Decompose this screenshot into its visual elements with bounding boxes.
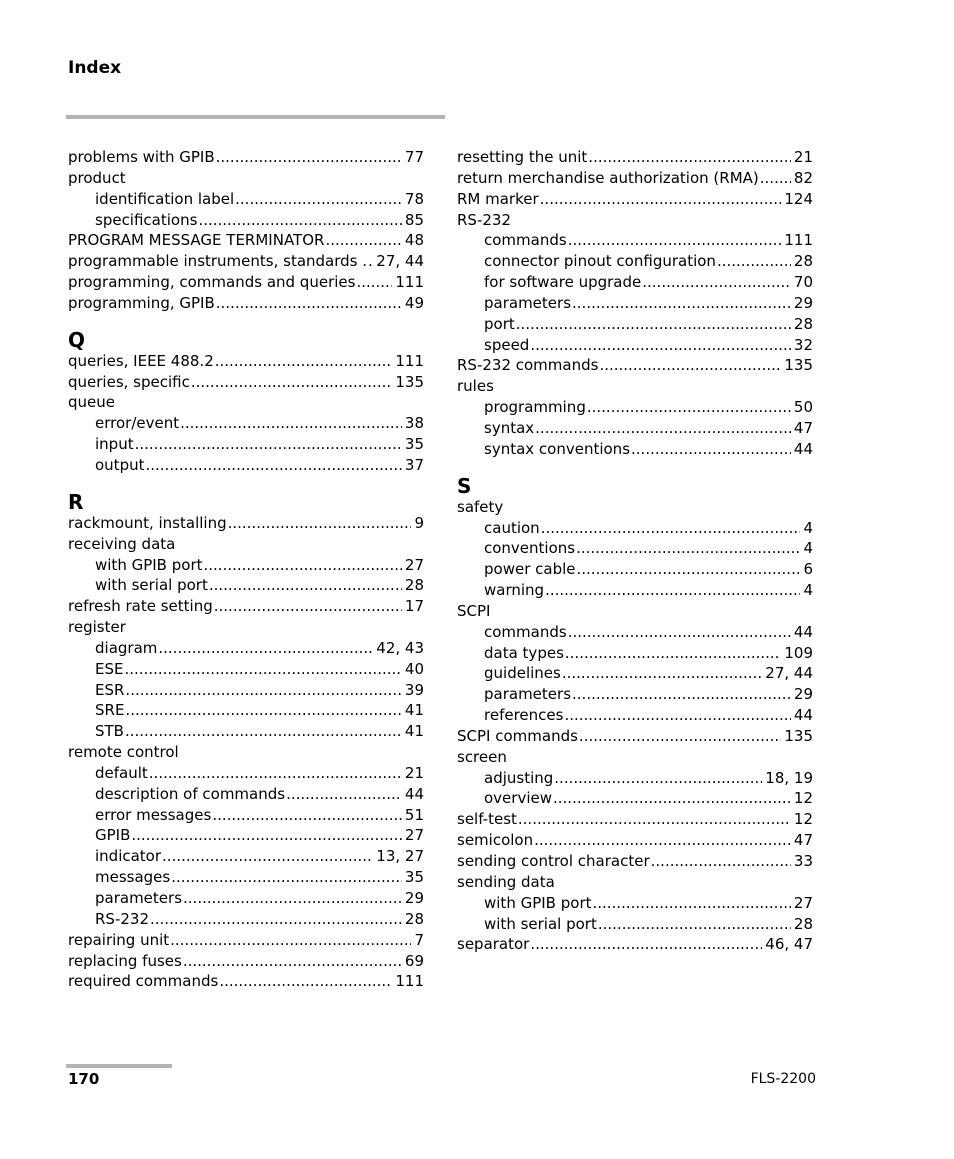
footer-rule [66,1064,172,1068]
dot-leader [368,251,373,272]
index-entry [457,210,813,231]
header-rule [66,115,445,119]
dot-leader [518,809,791,830]
dot-leader [219,971,392,992]
index-page-refs: 28 [793,314,813,333]
index-term: problems with GPIB [68,148,215,166]
index-page-refs: 32 [793,335,813,354]
index-page-refs: 29 [793,685,813,704]
index-entry [457,355,813,376]
index-entry [457,872,813,893]
index-subentry [68,909,424,930]
index-term: product [68,168,126,187]
index-page-refs: 70 [793,273,813,292]
index-subentry [457,663,813,684]
index-column-right [457,147,813,955]
index-page-refs: 44 [793,439,813,458]
index-term: SCPI [457,601,491,620]
index-subentry [457,397,813,418]
index-page-refs: 29 [404,889,424,907]
index-term: receiving data [68,534,176,553]
index-page-refs: 49 [404,293,424,312]
index-letter-heading: Q [68,327,86,352]
index-term: queries, specific [68,372,190,391]
index-subentry [68,846,424,867]
index-term: rackmount, installing [68,513,227,532]
index-page-refs: 21 [793,148,813,166]
index-subentry [457,893,813,914]
dot-leader [540,189,782,210]
index-entry [68,372,424,393]
index-term: conventions [484,539,576,558]
index-term: data types [484,643,564,662]
index-subentry [68,867,424,888]
index-term: syntax conventions [484,439,631,458]
dot-leader [572,684,791,705]
index-term: diagram [95,638,158,657]
index-term: error messages [95,805,212,824]
index-page-refs: 135 [784,356,813,375]
dot-leader [191,372,393,393]
index-page-refs: 39 [404,680,424,699]
index-term: overview [484,789,552,808]
index-subentry [457,580,813,601]
dot-leader [158,638,373,659]
index-subentry [457,251,813,272]
index-term: guidelines [484,664,561,683]
document-code: FLS-2200 [750,1071,816,1087]
dot-leader [572,293,791,314]
dot-leader [642,272,791,293]
index-entry [68,351,424,372]
dot-leader [216,293,402,314]
dot-leader [183,888,402,909]
index-subentry [68,575,424,596]
index-term: references [484,706,564,725]
index-page-refs: 9 [414,513,424,532]
index-term: STB [95,722,124,741]
index-term: refresh rate setting [68,597,213,616]
dot-leader [651,851,791,872]
index-entry [457,376,813,397]
index-term: rules [457,377,494,396]
index-term: RS-232 commands [457,356,599,375]
index-entry [68,293,424,314]
dot-leader [125,700,401,721]
index-page-refs: 28 [793,914,813,933]
index-subentry [68,825,424,846]
index-subentry [457,335,813,356]
index-subentry [457,293,813,314]
index-page-refs: 42, 43 [376,638,424,657]
index-subentry [68,434,424,455]
index-page-refs: 51 [404,805,424,824]
index-entry [68,742,424,763]
index-entry [68,930,424,951]
index-page-refs: 85 [404,210,424,229]
index-page-refs: 35 [404,435,424,454]
index-page-refs: 135 [784,726,813,745]
index-term: indicator [95,847,162,866]
index-subentry [68,680,424,701]
index-entry [68,272,424,293]
dot-leader [228,513,412,534]
index-term: screen [457,747,507,766]
index-term: sending control character [457,852,650,870]
dot-leader [215,351,393,372]
index-entry [457,168,813,189]
index-term: specifications [95,210,198,229]
index-page-refs: 27 [404,555,424,574]
dot-leader [553,788,791,809]
index-page-refs: 47 [793,831,813,850]
index-subentry [68,189,424,210]
dot-leader [356,272,392,293]
index-term: programmable instruments, standards . [68,252,368,271]
dot-leader [588,147,791,168]
index-subentry [68,721,424,742]
index-page-refs: 4 [803,518,813,537]
index-page-refs: 109 [784,643,813,662]
dot-leader [214,596,402,617]
index-term: RS-232 [95,909,149,928]
index-page-refs: 18, 19 [765,768,813,787]
index-term: error/event [95,414,180,433]
index-subentry [68,763,424,784]
index-subentry [457,230,813,251]
dot-leader [135,434,402,455]
index-page-refs: 12 [793,810,813,829]
index-term: repairing unit [68,930,170,949]
index-subentry [457,788,813,809]
index-page-refs: 50 [793,398,813,417]
index-term: commands [484,622,567,641]
dot-leader [545,580,800,601]
dot-leader [150,909,402,930]
dot-leader [180,413,402,434]
index-page-refs: 44 [404,784,424,803]
index-subentry [457,914,813,935]
index-page-refs: 40 [404,659,424,678]
index-page-refs: 28 [404,576,424,595]
index-subentry [68,455,424,476]
index-subentry [68,700,424,721]
index-term: ESE [95,659,124,678]
index-term: warning [484,581,545,600]
index-page-refs: 82 [793,168,813,187]
dot-leader [516,314,791,335]
page-number: 170 [68,1070,100,1088]
dot-leader [149,763,402,784]
index-term: ESR [95,680,125,699]
index-term: parameters [95,889,183,907]
index-entry [68,596,424,617]
index-page-refs: 29 [793,293,813,312]
dot-leader [599,355,781,376]
dot-leader [204,555,402,576]
index-page-refs: 44 [793,706,813,725]
index-subentry [68,659,424,680]
index-entry [68,534,424,555]
dot-leader [530,934,762,955]
index-term: return merchandise authorization (RMA) [457,168,759,187]
dot-leader [579,726,781,747]
dot-leader [535,418,791,439]
index-page-refs: 135 [395,372,424,391]
index-subentry [68,555,424,576]
index-term: queue [68,393,115,412]
index-term: sending data [457,872,555,891]
index-page-refs: 7 [414,930,424,949]
index-entry [68,251,424,272]
dot-leader [212,805,402,826]
dot-leader [209,575,402,596]
index-page-refs: 124 [784,189,813,208]
index-term: register [68,618,126,637]
index-page-refs: 13, 27 [376,847,424,866]
dot-leader [235,189,402,210]
index-page-refs: 27, 44 [765,664,813,683]
index-subentry [68,638,424,659]
index-term: queries, IEEE 488.2 [68,351,214,370]
index-page-refs: 46, 47 [765,935,813,954]
index-page-refs: 33 [793,852,813,870]
dot-leader [568,230,782,251]
dot-leader [124,659,401,680]
dot-leader [183,951,402,972]
index-page-refs: 41 [404,722,424,741]
dot-leader [587,397,791,418]
index-term: description of commands [95,784,286,803]
index-term: SCPI commands [457,726,578,745]
index-term: for software upgrade [484,273,642,292]
index-subentry [457,272,813,293]
index-entry [68,971,424,992]
index-page-refs: 28 [404,909,424,928]
index-page-refs: 12 [793,789,813,808]
index-term: RM marker [457,189,539,208]
index-entry [68,392,424,413]
dot-leader [145,455,401,476]
index-page-refs: 4 [803,539,813,558]
index-entry [68,168,424,189]
dot-leader [577,559,801,580]
dot-leader [171,867,402,888]
dot-leader [286,784,402,805]
index-term: output [95,455,145,474]
index-entry [457,934,813,955]
index-page-refs: 111 [395,273,424,292]
index-term: with serial port [95,576,208,595]
index-page-refs: 27, 44 [376,252,424,271]
index-entry [457,189,813,210]
index-page-refs: 4 [803,581,813,600]
index-subentry [68,784,424,805]
index-subentry [457,538,813,559]
index-page-refs: 111 [784,231,813,250]
index-page-refs: 111 [395,972,424,991]
index-subentry [457,643,813,664]
dot-leader [125,721,402,742]
index-page-refs: 27 [793,893,813,912]
page-header-title: Index [68,58,122,78]
dot-leader [717,251,791,272]
dot-leader [593,893,791,914]
dot-leader [760,168,791,189]
index-subentry [457,439,813,460]
index-subentry [68,413,424,434]
dot-leader [170,930,411,951]
index-term: replacing fuses [68,951,182,970]
index-entry [457,497,813,518]
index-subentry [68,888,424,909]
index-term: SRE [95,701,125,720]
index-term: parameters [484,293,572,312]
index-page-refs: 38 [404,414,424,433]
dot-leader [564,705,790,726]
index-subentry [68,805,424,826]
index-term: default [95,763,148,782]
index-entry [68,951,424,972]
dot-leader [530,335,791,356]
index-page-refs: 37 [404,455,424,474]
index-page-refs: 78 [404,189,424,208]
index-subentry [457,418,813,439]
dot-leader [598,914,791,935]
index-page-refs: 17 [404,597,424,616]
index-entry [457,830,813,851]
dot-leader [198,210,401,231]
index-term: syntax [484,418,535,437]
index-page-refs: 35 [404,868,424,887]
index-term: programming, commands and queries [68,273,356,292]
dot-leader [125,680,401,701]
index-entry [68,147,424,168]
index-entry [68,513,424,534]
index-page-refs: 44 [793,622,813,641]
index-subentry [457,705,813,726]
index-subentry [457,684,813,705]
index-subentry [457,518,813,539]
index-page-refs: 6 [803,560,813,579]
dot-leader [554,768,762,789]
index-page-refs: 27 [404,826,424,845]
index-term: required commands [68,972,219,991]
index-term: PROGRAM MESSAGE TERMINATOR [68,231,325,250]
index-entry [457,851,813,872]
dot-leader [216,147,402,168]
index-term: parameters [484,685,572,704]
index-subentry [457,559,813,580]
dot-leader [162,846,373,867]
index-term: GPIB [95,826,131,845]
index-entry [68,617,424,638]
index-letter-heading: R [68,489,84,514]
index-subentry [457,622,813,643]
dot-leader [325,230,401,251]
index-page-refs: 41 [404,701,424,720]
index-term: remote control [68,743,179,762]
index-term: semicolon [457,831,534,850]
dot-leader [541,518,801,539]
index-subentry [457,768,813,789]
dot-leader [631,439,791,460]
dot-leader [131,825,402,846]
dot-leader [565,643,781,664]
index-term: identification label [95,189,235,208]
dot-leader [534,830,791,851]
index-page-refs: 28 [793,252,813,271]
index-subentry [457,314,813,335]
index-term: RS-232 [457,210,511,229]
index-entry [68,230,424,251]
index-term: connector pinout configuration [484,252,716,271]
index-term: resetting the unit [457,148,588,166]
index-term: with GPIB port [484,893,592,912]
index-term: power cable [484,560,576,579]
index-term: self-test [457,810,517,829]
dot-leader [568,622,791,643]
index-entry [457,601,813,622]
index-page-refs: 47 [793,418,813,437]
index-letter-heading: S [457,473,472,498]
index-page-refs: 77 [404,148,424,166]
index-subentry [68,210,424,231]
index-entry [457,147,813,168]
index-term: with GPIB port [95,555,203,574]
dot-leader [562,663,762,684]
index-term: commands [484,231,567,250]
index-column-left [68,147,424,992]
index-term: speed [484,335,530,354]
index-page-refs: 69 [404,951,424,970]
index-term: caution [484,518,540,537]
index-term: port [484,314,515,333]
index-page-refs: 111 [395,351,424,370]
index-term: adjusting [484,768,554,787]
index-term: with serial port [484,914,597,933]
index-term: programming [484,398,586,417]
index-term: messages [95,868,171,887]
index-page-refs: 48 [404,231,424,250]
index-term: input [95,435,134,454]
index-term: safety [457,497,504,516]
index-entry [457,809,813,830]
index-term: separator [457,935,530,954]
index-entry [457,747,813,768]
index-term: programming, GPIB [68,293,215,312]
dot-leader [576,538,800,559]
index-page-refs: 21 [404,763,424,782]
index-entry [457,726,813,747]
